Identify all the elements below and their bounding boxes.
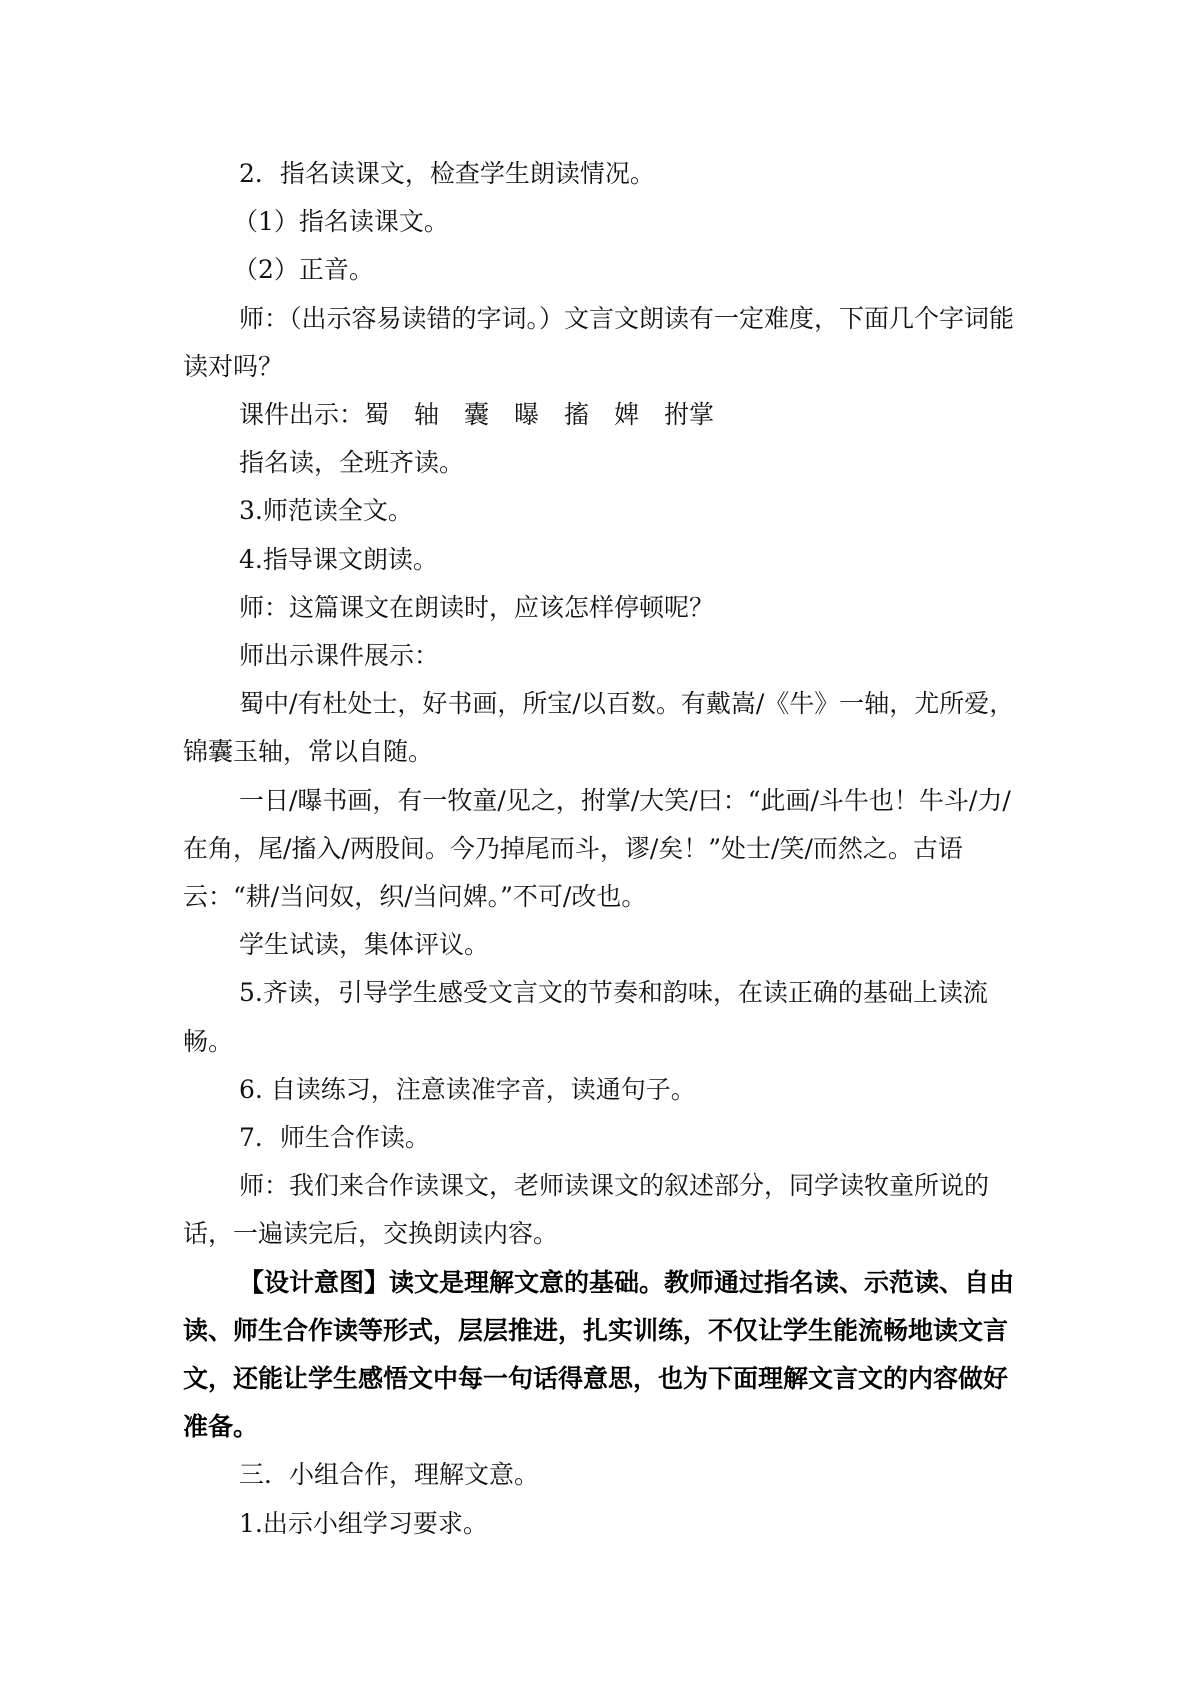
paragraph-step-7: 7．师生合作读。	[239, 1123, 430, 1153]
paragraph-text-part-2: 一日/曝书画，有一牧童/见之，拊掌/大笑/曰：“此画/斗牛也！牛斗/力/在角，尾/搐入/两股间。今乃掉尾而斗，谬/矣！”处士/笑/而然之。古语云：“耕/当问奴，织/当问婢。”不可/改也。	[183, 785, 1011, 912]
paragraph-design-intent: 【设计意图】读文是理解文意的基础。教师通过指名读、示范读、自由读、师生合作读等形式，层层推进，扎实训练，不仅让学生能流畅地读文言文，还能让学生感悟文中每一句话得意思，也为下面理解文言文的内容做好准备。	[183, 1267, 1015, 1442]
paragraph-step-3: 3.师范读全文。	[239, 496, 413, 526]
paragraph-read-aloud: 指名读，全班齐读。	[239, 448, 465, 478]
paragraph-section-3-heading: 三．小组合作，理解文意。	[239, 1460, 540, 1490]
paragraph-courseware-words: 课件出示：蜀 轴 囊 曝 搐 婢 拊掌	[239, 400, 715, 430]
paragraph-sub-1: （1）指名读课文。	[233, 207, 449, 237]
paragraph-cooperative-reading: 师：我们来合作读课文，老师读课文的叙述部分，同学读牧童所说的话，一遍读完后，交换朗读内容。	[183, 1171, 990, 1249]
paragraph-teacher-question: 师：（出示容易读错的字词。）文言文朗读有一定难度，下面几个字词能读对吗？	[183, 303, 1015, 381]
paragraph-trial-reading: 学生试读，集体评议。	[239, 930, 490, 960]
paragraph-courseware-show: 师出示课件展示：	[239, 641, 440, 671]
paragraph-step-6: 6. 自读练习，注意读准字音，读通句子。	[239, 1074, 696, 1104]
paragraph-sub-2: （2）正音。	[233, 255, 374, 285]
paragraph-pause-question: 师：这篇课文在朗读时，应该怎样停顿呢？	[239, 592, 715, 622]
paragraph-step-5: 5.齐读，引导学生感受文言文的节奏和韵味，在读正确的基础上读流畅。	[183, 978, 988, 1056]
paragraph-step-4: 4.指导课文朗读。	[239, 544, 438, 574]
paragraph-text-part-1: 蜀中/有杜处士，好书画，所宝/以百数。有戴嵩/《牛》一轴，尤所爱，锦囊玉轴，常以自随。	[183, 689, 1015, 767]
document-page	[183, 150, 1023, 1548]
paragraph-step-2: 2．指名读课文，检查学生朗读情况。	[239, 159, 655, 188]
paragraph-group-requirements: 1.出示小组学习要求。	[239, 1508, 488, 1538]
